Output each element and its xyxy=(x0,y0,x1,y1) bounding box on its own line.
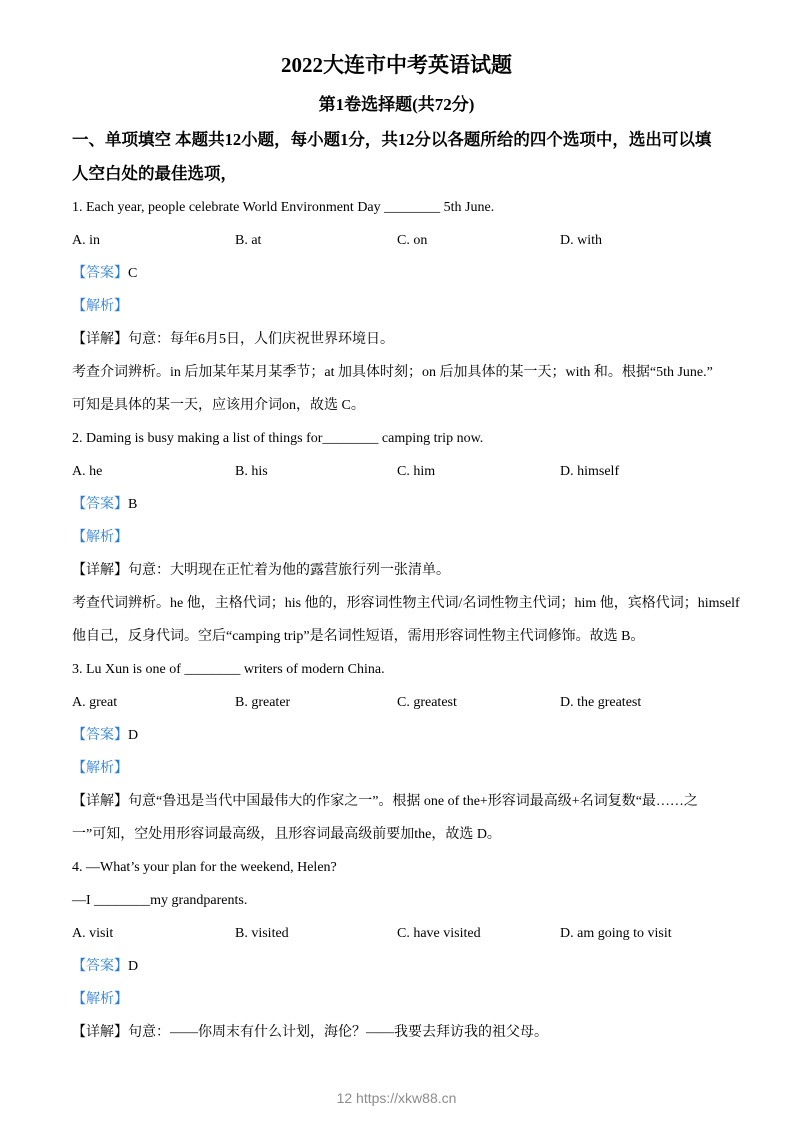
page-title: 2022大连市中考英语试题 xyxy=(281,53,512,77)
answer-label: 【答案】 xyxy=(72,497,128,513)
analysis-label: 【解析】 xyxy=(72,299,128,315)
detail-line: 【详解】句意：大明现在正忙着为他的露营旅行列一张清单。 xyxy=(72,563,450,579)
page-subtitle: 第1卷选择题(共72分) xyxy=(318,95,475,115)
option-b: B. at xyxy=(235,233,262,249)
option-d: D. am going to visit xyxy=(560,926,672,942)
question-block-2 xyxy=(72,422,740,653)
question-block-3 xyxy=(72,653,721,851)
question-block-4 xyxy=(72,851,721,1049)
option-b: B. his xyxy=(235,464,268,480)
question-stem: 4. —What’s your plan for the weekend, Helen? xyxy=(72,860,337,876)
answer-line xyxy=(72,257,721,290)
detail-line: 【详解】句意：——你周末有什么计划，海伦？——我要去拜访我的祖父母。 xyxy=(72,1025,548,1041)
option-d: D. the greatest xyxy=(560,695,642,711)
detail-line: 考查代词辨析。he 他，主格代词；his 他的，形容词性物主代词/名词性物主代词；him 他，宾格代词；himself xyxy=(72,596,740,612)
options-row xyxy=(72,455,721,488)
option-c: C. him xyxy=(397,464,436,480)
option-c: C. have visited xyxy=(397,926,481,942)
detail-line: 考查介词辨析。in 后加某年某月某季节；at 加具体时刻；on 后加具体的某一天；with 和。根据“5th June.” xyxy=(72,365,713,381)
answer-value: C xyxy=(128,266,138,282)
option-c: C. on xyxy=(397,233,428,249)
options-row xyxy=(72,224,721,257)
section-heading-line1: 一、单项填空 本题共12小题，每小题1分，共12分以各题所给的四个选项中，选出可以填 xyxy=(72,130,712,150)
option-a: A. visit xyxy=(72,926,114,942)
analysis-label: 【解析】 xyxy=(72,530,128,546)
option-a: A. great xyxy=(72,695,118,711)
analysis-line xyxy=(72,521,721,554)
detail-line: 【详解】句意“鲁迅是当代中国最伟大的作家之一”。根据 one of the+形容词最高级+名词复数“最……之 xyxy=(72,794,698,810)
option-d: D. himself xyxy=(560,464,620,480)
question-block-1 xyxy=(72,191,721,422)
answer-line xyxy=(72,950,721,983)
analysis-label: 【解析】 xyxy=(72,761,128,777)
option-a: A. in xyxy=(72,233,100,249)
option-b: B. visited xyxy=(235,926,289,942)
answer-label: 【答案】 xyxy=(72,728,128,744)
section-heading-line2: 人空白处的最佳选项， xyxy=(72,164,237,184)
option-a: A. he xyxy=(72,464,103,480)
analysis-line xyxy=(72,752,721,785)
detail-line: 一”可知，空处用形容词最高级，且形容词最高级前要加the，故选 D。 xyxy=(72,827,501,843)
analysis-line xyxy=(72,983,721,1016)
question-stem: 3. Lu Xun is one of ________ writers of modern China. xyxy=(72,662,385,678)
analysis-label: 【解析】 xyxy=(72,992,128,1008)
detail-line: 他自己，反身代词。空后“camping trip”是名词性短语，需用形容词性物主代词修饰。故选 B。 xyxy=(72,629,645,645)
options-row xyxy=(72,917,721,950)
detail-line: 可知是具体的某一天，应该用介词on，故选 C。 xyxy=(72,398,365,414)
options-row xyxy=(72,686,721,719)
option-b: B. greater xyxy=(235,695,291,711)
option-d: D. with xyxy=(560,233,602,249)
answer-value: D xyxy=(128,959,139,975)
question-stem: 1. Each year, people celebrate World Environment Day ________ 5th June. xyxy=(72,200,495,216)
answer-line xyxy=(72,719,721,752)
footer-text: 12 https://xkw88.cn xyxy=(336,1090,457,1106)
answer-value: B xyxy=(128,497,138,513)
detail-line: 【详解】句意：每年6月5日，人们庆祝世界环境日。 xyxy=(72,332,394,348)
answer-value: D xyxy=(128,728,139,744)
analysis-line xyxy=(72,290,721,323)
answer-label: 【答案】 xyxy=(72,266,128,282)
question-stem: 2. Daming is busy making a list of things for________ camping trip now. xyxy=(72,431,484,447)
option-c: C. greatest xyxy=(397,695,457,711)
answer-label: 【答案】 xyxy=(72,959,128,975)
question-stem-line2: —I ________my grandparents. xyxy=(72,893,248,909)
answer-line xyxy=(72,488,721,521)
